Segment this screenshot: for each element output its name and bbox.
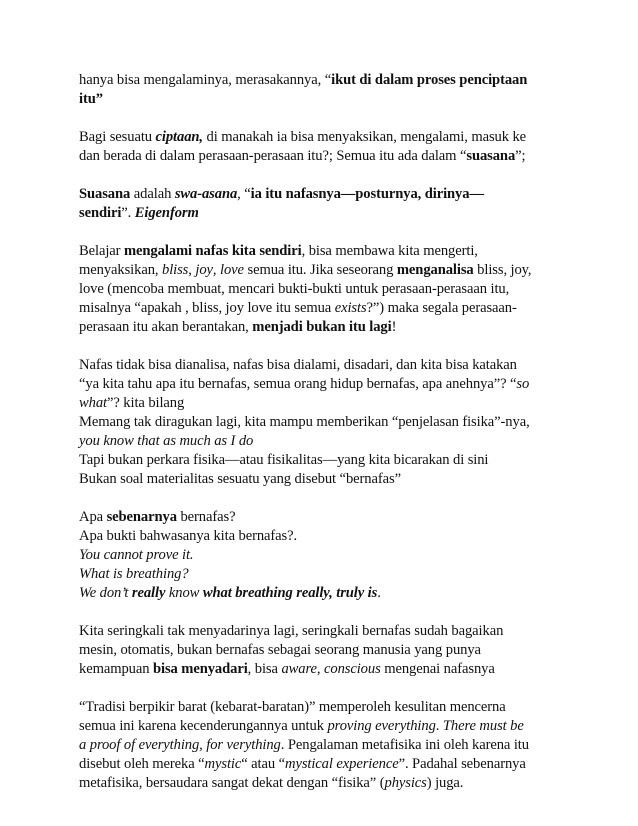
- text-line: [79, 432, 578, 451]
- bold-italic-run: really: [131, 585, 166, 601]
- text-run: , bisa: [247, 661, 282, 677]
- text-line: [79, 318, 578, 337]
- text-run: ?”) maka segala perasaan-: [366, 300, 517, 316]
- text-run: Bagi sesuatu: [79, 129, 156, 145]
- italic-run: so: [516, 376, 530, 392]
- text-line: [79, 71, 578, 90]
- text-run: misalnya “apakah , bliss, joy love itu semua: [79, 300, 335, 316]
- text-line: [79, 527, 578, 546]
- bold-run: mengalami nafas kita sendiri: [123, 243, 302, 259]
- text-line: [79, 584, 578, 603]
- text-line: [79, 641, 578, 660]
- text-line: [79, 622, 578, 641]
- bold-italic-run: swa-asana: [174, 186, 238, 202]
- text-run: dan berada di dalam perasaan-perasaan itu?; Semua itu ada dalam “: [79, 148, 467, 164]
- text-line: [79, 90, 578, 109]
- text-run: Apa bukti bahwasanya kita bernafas?.: [79, 528, 298, 544]
- text-run: bernafas?: [176, 509, 236, 525]
- italic-run: you know that as much as I do: [79, 433, 254, 449]
- text-run: “ atau “: [241, 756, 285, 772]
- bold-run: sendiri: [79, 205, 122, 221]
- text-run: menyaksikan,: [79, 262, 162, 278]
- text-run: di manakah ia bisa menyaksikan, mengalami, masuk ke: [202, 129, 527, 145]
- text-line: [79, 546, 578, 565]
- paragraph-1: [79, 71, 578, 109]
- text-run: semua itu. Jika seseorang: [243, 262, 397, 278]
- paragraph-2: [79, 128, 578, 166]
- text-run: ”. Padahal sebenarnya: [398, 756, 526, 772]
- paragraph-3: [79, 185, 578, 223]
- text-run: Belajar: [79, 243, 124, 259]
- italic-run: love: [220, 262, 244, 278]
- italic-run: You cannot prove it.: [79, 547, 194, 563]
- bold-run: suasana: [466, 148, 516, 164]
- text-line: [79, 755, 578, 774]
- text-line: [79, 698, 578, 717]
- italic-run: physics: [384, 775, 427, 791]
- text-line: [79, 280, 578, 299]
- text-run: , “: [237, 186, 251, 202]
- text-run: ”? kita bilang: [106, 395, 185, 411]
- text-run: Kita seringkali tak menyadarinya lagi, seringkali bernafas sudah bagaikan: [79, 623, 504, 639]
- text-line: [79, 375, 578, 394]
- text-run: metafisika, bersaudara sangat dekat dengan “fisika” (: [79, 775, 385, 791]
- paragraph-6: [79, 508, 578, 603]
- text-run: bliss, joy,: [473, 262, 532, 278]
- text-run: perasaan itu akan berantakan,: [79, 319, 253, 335]
- text-run: love (mencoba membuat, mencari bukti-bukti untuk perasaan-perasaan itu,: [79, 281, 510, 297]
- text-run: .: [435, 718, 443, 734]
- bold-italic-run: what breathing really, truly is: [202, 585, 378, 601]
- text-run: adalah: [130, 186, 175, 202]
- text-run: , bisa membawa kita mengerti,: [301, 243, 478, 259]
- text-run: Apa: [79, 509, 107, 525]
- text-run: Bukan soal materialitas sesuatu yang disebut “bernafas”: [79, 471, 401, 487]
- italic-run: joy: [195, 262, 213, 278]
- text-line: [79, 204, 578, 223]
- text-run: Nafas tidak bisa dianalisa, nafas bisa dialami, disadari, dan kita bisa katakan: [79, 357, 517, 373]
- italic-run: bliss: [162, 262, 189, 278]
- text-run: . Pengalaman metafisika ini oleh karena itu: [280, 737, 529, 753]
- italic-run: a proof of everything, for verything: [79, 737, 281, 753]
- italic-run: exists: [334, 300, 367, 316]
- text-run: ”.: [121, 205, 135, 221]
- text-line: [79, 736, 578, 755]
- text-line: [79, 660, 578, 679]
- paragraph-7: [79, 622, 578, 679]
- text-run: ,: [316, 661, 324, 677]
- text-run: semua ini karena kecenderungannya untuk: [79, 718, 328, 734]
- text-line: [79, 717, 578, 736]
- text-run: Memang tak diragukan lagi, kita mampu memberikan “penjelasan fisika”-nya,: [79, 414, 530, 430]
- bold-run: ia itu nafasnya—posturnya, dirinya—: [250, 186, 484, 202]
- italic-run: What is breathing?: [79, 566, 189, 582]
- bold-italic-run: ciptaan,: [155, 129, 203, 145]
- text-line: [79, 774, 578, 793]
- bold-run: menjadi bukan itu lagi: [252, 319, 392, 335]
- italic-run: aware: [281, 661, 317, 677]
- text-line: [79, 508, 578, 527]
- text-line: [79, 470, 578, 489]
- paragraph-5: [79, 356, 578, 489]
- italic-run: conscious: [324, 661, 381, 677]
- bold-run: Suasana: [79, 186, 131, 202]
- text-line: [79, 451, 578, 470]
- italic-run: proving everything: [327, 718, 436, 734]
- italic-run: mystical experience: [285, 756, 399, 772]
- bold-run: sebenarnya: [106, 509, 177, 525]
- text-run: Tapi bukan perkara fisika—atau fisikalitas—yang kita bicarakan di sini: [79, 452, 489, 468]
- text-line: [79, 299, 578, 318]
- text-run: “ya kita tahu apa itu bernafas, semua orang hidup bernafas, apa anehnya”? “: [79, 376, 517, 392]
- text-run: hanya bisa mengalaminya, merasakannya, “: [79, 72, 332, 88]
- text-line: [79, 356, 578, 375]
- text-run: disebut oleh mereka “: [79, 756, 205, 772]
- text-line: [79, 565, 578, 584]
- text-line: [79, 413, 578, 432]
- text-line: [79, 261, 578, 280]
- text-run: kemampuan: [79, 661, 153, 677]
- text-run: mengenai nafasnya: [380, 661, 495, 677]
- italic-run: There must be: [442, 718, 524, 734]
- bold-run: menganalisa: [396, 262, 474, 278]
- bold-run: bisa menyadari: [152, 661, 248, 677]
- paragraph-4: [79, 242, 578, 337]
- text-run: ,: [212, 262, 221, 278]
- italic-run: know: [165, 585, 203, 601]
- paragraph-8: [79, 698, 578, 793]
- text-line: [79, 394, 578, 413]
- text-line: [79, 128, 578, 147]
- text-run: .: [377, 585, 381, 601]
- italic-run: mystic: [204, 756, 242, 772]
- text-run: “Tradisi berpikir barat (kebarat-baratan)” memperoleh kesulitan mencerna: [79, 699, 506, 715]
- bold-run: itu”: [79, 91, 103, 107]
- italic-run: We don’t: [79, 585, 132, 601]
- text-line: [79, 147, 578, 166]
- text-line: [79, 242, 578, 261]
- text-run: mesin, otomatis, bukan bernafas sebagai seorang manusia yang punya: [79, 642, 481, 658]
- text-run: !: [391, 319, 397, 335]
- italic-run: what: [79, 395, 107, 411]
- text-run: ”;: [515, 148, 526, 164]
- text-run: ) juga.: [426, 775, 464, 791]
- bold-run: ikut di dalam proses penciptaan: [331, 72, 528, 88]
- bold-italic-run: Eigenform: [134, 205, 199, 221]
- text-line: [79, 185, 578, 204]
- text-run: ,: [188, 262, 196, 278]
